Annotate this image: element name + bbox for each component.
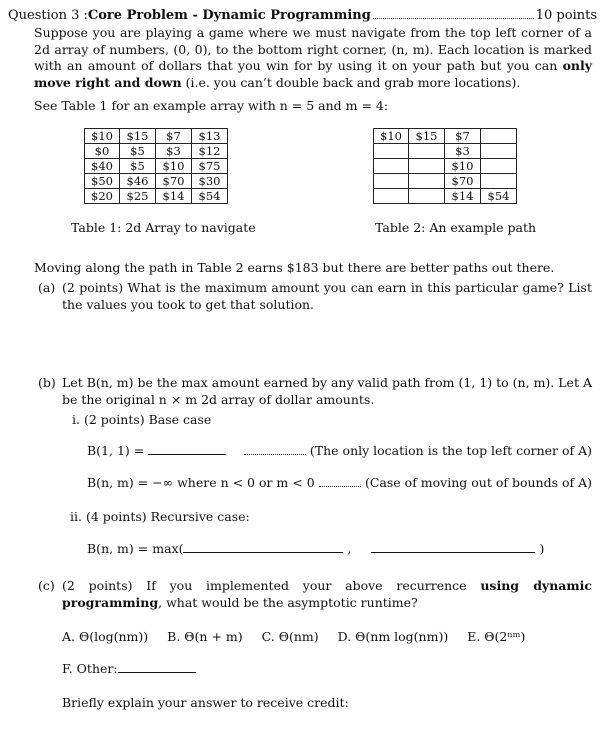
part-a-label: (a) (38, 280, 56, 295)
path-table-row (374, 174, 517, 189)
option-f[interactable]: F. Other: (62, 661, 118, 676)
path-table-cell (409, 174, 445, 189)
recursive-comma: , (347, 541, 352, 556)
other-answer-blank[interactable] (118, 662, 196, 673)
path-table (373, 128, 517, 204)
path-table-cell: $10 (374, 129, 409, 144)
intro-text-part1: Suppose you are playing a game where we must navigate from the top left corner of a 2d array of numbers, (0, 0), to the bottom right corner, (n, m). Each location is marked with an amount of dollars that you win for by using it on your path but you can (34, 25, 592, 73)
part-c-text-a: (2 points) If you implemented your above recurrence (62, 578, 481, 593)
question-points: 10 points (535, 8, 597, 23)
recursive-answer-blank-1[interactable] (183, 542, 343, 553)
array-table-row (85, 189, 228, 204)
path-table-cell (481, 159, 517, 174)
array-table-cell: $46 (120, 174, 156, 189)
array-table-cell: $12 (192, 144, 228, 159)
table-reference-text: See Table 1 for an example array with n = 5 and m = 4: (34, 98, 389, 113)
path-table-cell: $54 (481, 189, 517, 204)
base-case-1-leader-dots (244, 454, 306, 455)
path-table-cell (374, 189, 409, 204)
array-table-cell: $50 (85, 174, 120, 189)
runtime-options (62, 629, 525, 645)
table1-caption: Table 1: 2d Array to navigate (71, 220, 256, 235)
part-c-text-b: , what would be the asymptotic runtime? (158, 594, 418, 610)
part-a-text: (2 points) What is the maximum amount you can earn in this particular game? List the values you took to get that solution. (62, 280, 592, 312)
base-case-1-lhs: B(1, 1) = (87, 443, 145, 458)
array-table-row (85, 159, 228, 174)
header-leader-dots (373, 18, 534, 19)
part-b-text: Let B(n, m) be the max amount earned by any valid path from (1, 1) to (n, m). Let A be the original n × m 2d array of dollar amounts. (62, 375, 592, 407)
base-case-1-answer-blank[interactable] (148, 444, 226, 455)
path-table-row (374, 189, 517, 204)
path-table-cell: $10 (445, 159, 481, 174)
array-table-cell: $25 (120, 189, 156, 204)
intro-bold-constraint: only move right and down (34, 58, 592, 90)
intro-text-part2: (i.e. you can’t double back and grab more locations). (181, 74, 521, 90)
option-f-row (62, 661, 196, 677)
path-table-row (374, 144, 517, 159)
base-case-label: i. (2 points) Base case (72, 412, 212, 427)
array-table-row (85, 174, 228, 189)
recursive-case-row (87, 541, 544, 557)
path-table-cell (481, 129, 517, 144)
path-table-row (374, 129, 517, 144)
question-header (8, 8, 597, 23)
array-table-cell: $13 (192, 129, 228, 144)
recursive-case-lhs: B(n, m) = max( (87, 541, 184, 556)
explain-prompt: Briefly explain your answer to receive credit: (62, 695, 349, 710)
array-table-cell: $75 (192, 159, 228, 174)
moving-text: Moving along the path in Table 2 earns $183 but there are better paths out there. (34, 260, 555, 275)
array-table-cell: $30 (192, 174, 228, 189)
array-table (84, 128, 228, 204)
array-table-cell: $3 (156, 144, 192, 159)
array-table-cell: $10 (156, 159, 192, 174)
path-table-cell (409, 159, 445, 174)
path-table-cell (409, 144, 445, 159)
path-table-row (374, 159, 517, 174)
base-case-2-lhs: B(n, m) = −∞ where n < 0 or m < 0 (87, 475, 315, 490)
recursive-close-paren: ) (539, 541, 545, 556)
recursive-answer-blank-2[interactable] (371, 542, 535, 553)
part-b-label: (b) (38, 375, 56, 390)
path-table-cell (374, 174, 409, 189)
path-table-cell (481, 144, 517, 159)
path-table-cell (481, 174, 517, 189)
array-table-cell: $14 (156, 189, 192, 204)
path-table-cell (374, 144, 409, 159)
option-d[interactable]: D. Θ(nm log(nm)) (337, 629, 449, 644)
option-b[interactable]: B. Θ(n + m) (167, 629, 243, 644)
array-table-cell: $15 (120, 129, 156, 144)
option-e[interactable]: E. Θ(2ⁿᵐ) (467, 629, 526, 644)
array-table-cell: $20 (85, 189, 120, 204)
option-a[interactable]: A. Θ(log(nm)) (62, 629, 149, 644)
base-case-2-leader-dots (319, 486, 361, 487)
base-case-1-row (87, 443, 592, 459)
array-table-cell: $7 (156, 129, 192, 144)
array-table-cell: $54 (192, 189, 228, 204)
base-case-2-note: (Case of moving out of bounds of A) (364, 475, 592, 490)
path-table-cell: $70 (445, 174, 481, 189)
path-table-cell: $7 (445, 129, 481, 144)
path-table-cell: $15 (409, 129, 445, 144)
path-table-cell: $14 (445, 189, 481, 204)
intro-paragraph (34, 25, 592, 91)
array-table-cell: $5 (120, 144, 156, 159)
array-table-row (85, 144, 228, 159)
option-c[interactable]: C. Θ(nm) (261, 629, 319, 644)
path-table-cell: $3 (445, 144, 481, 159)
array-table-cell: $10 (85, 129, 120, 144)
part-c-bold: using dynamic programming (62, 578, 592, 610)
part-c-text (62, 578, 592, 611)
base-case-2-row (87, 475, 592, 491)
path-table-cell (374, 159, 409, 174)
array-table-row (85, 129, 228, 144)
base-case-1-note: (The only location is the top left corner of A) (309, 443, 592, 458)
array-table-cell: $40 (85, 159, 120, 174)
array-table-cell: $5 (120, 159, 156, 174)
array-table-cell: $0 (85, 144, 120, 159)
table2-caption: Table 2: An example path (375, 220, 537, 235)
part-c-label: (c) (38, 578, 55, 593)
question-title: Core Problem - Dynamic Programming (87, 8, 371, 23)
question-label: Question 3 : (8, 8, 88, 23)
array-table-cell: $70 (156, 174, 192, 189)
path-table-cell (409, 189, 445, 204)
recursive-case-label: ii. (4 points) Recursive case: (70, 509, 250, 524)
